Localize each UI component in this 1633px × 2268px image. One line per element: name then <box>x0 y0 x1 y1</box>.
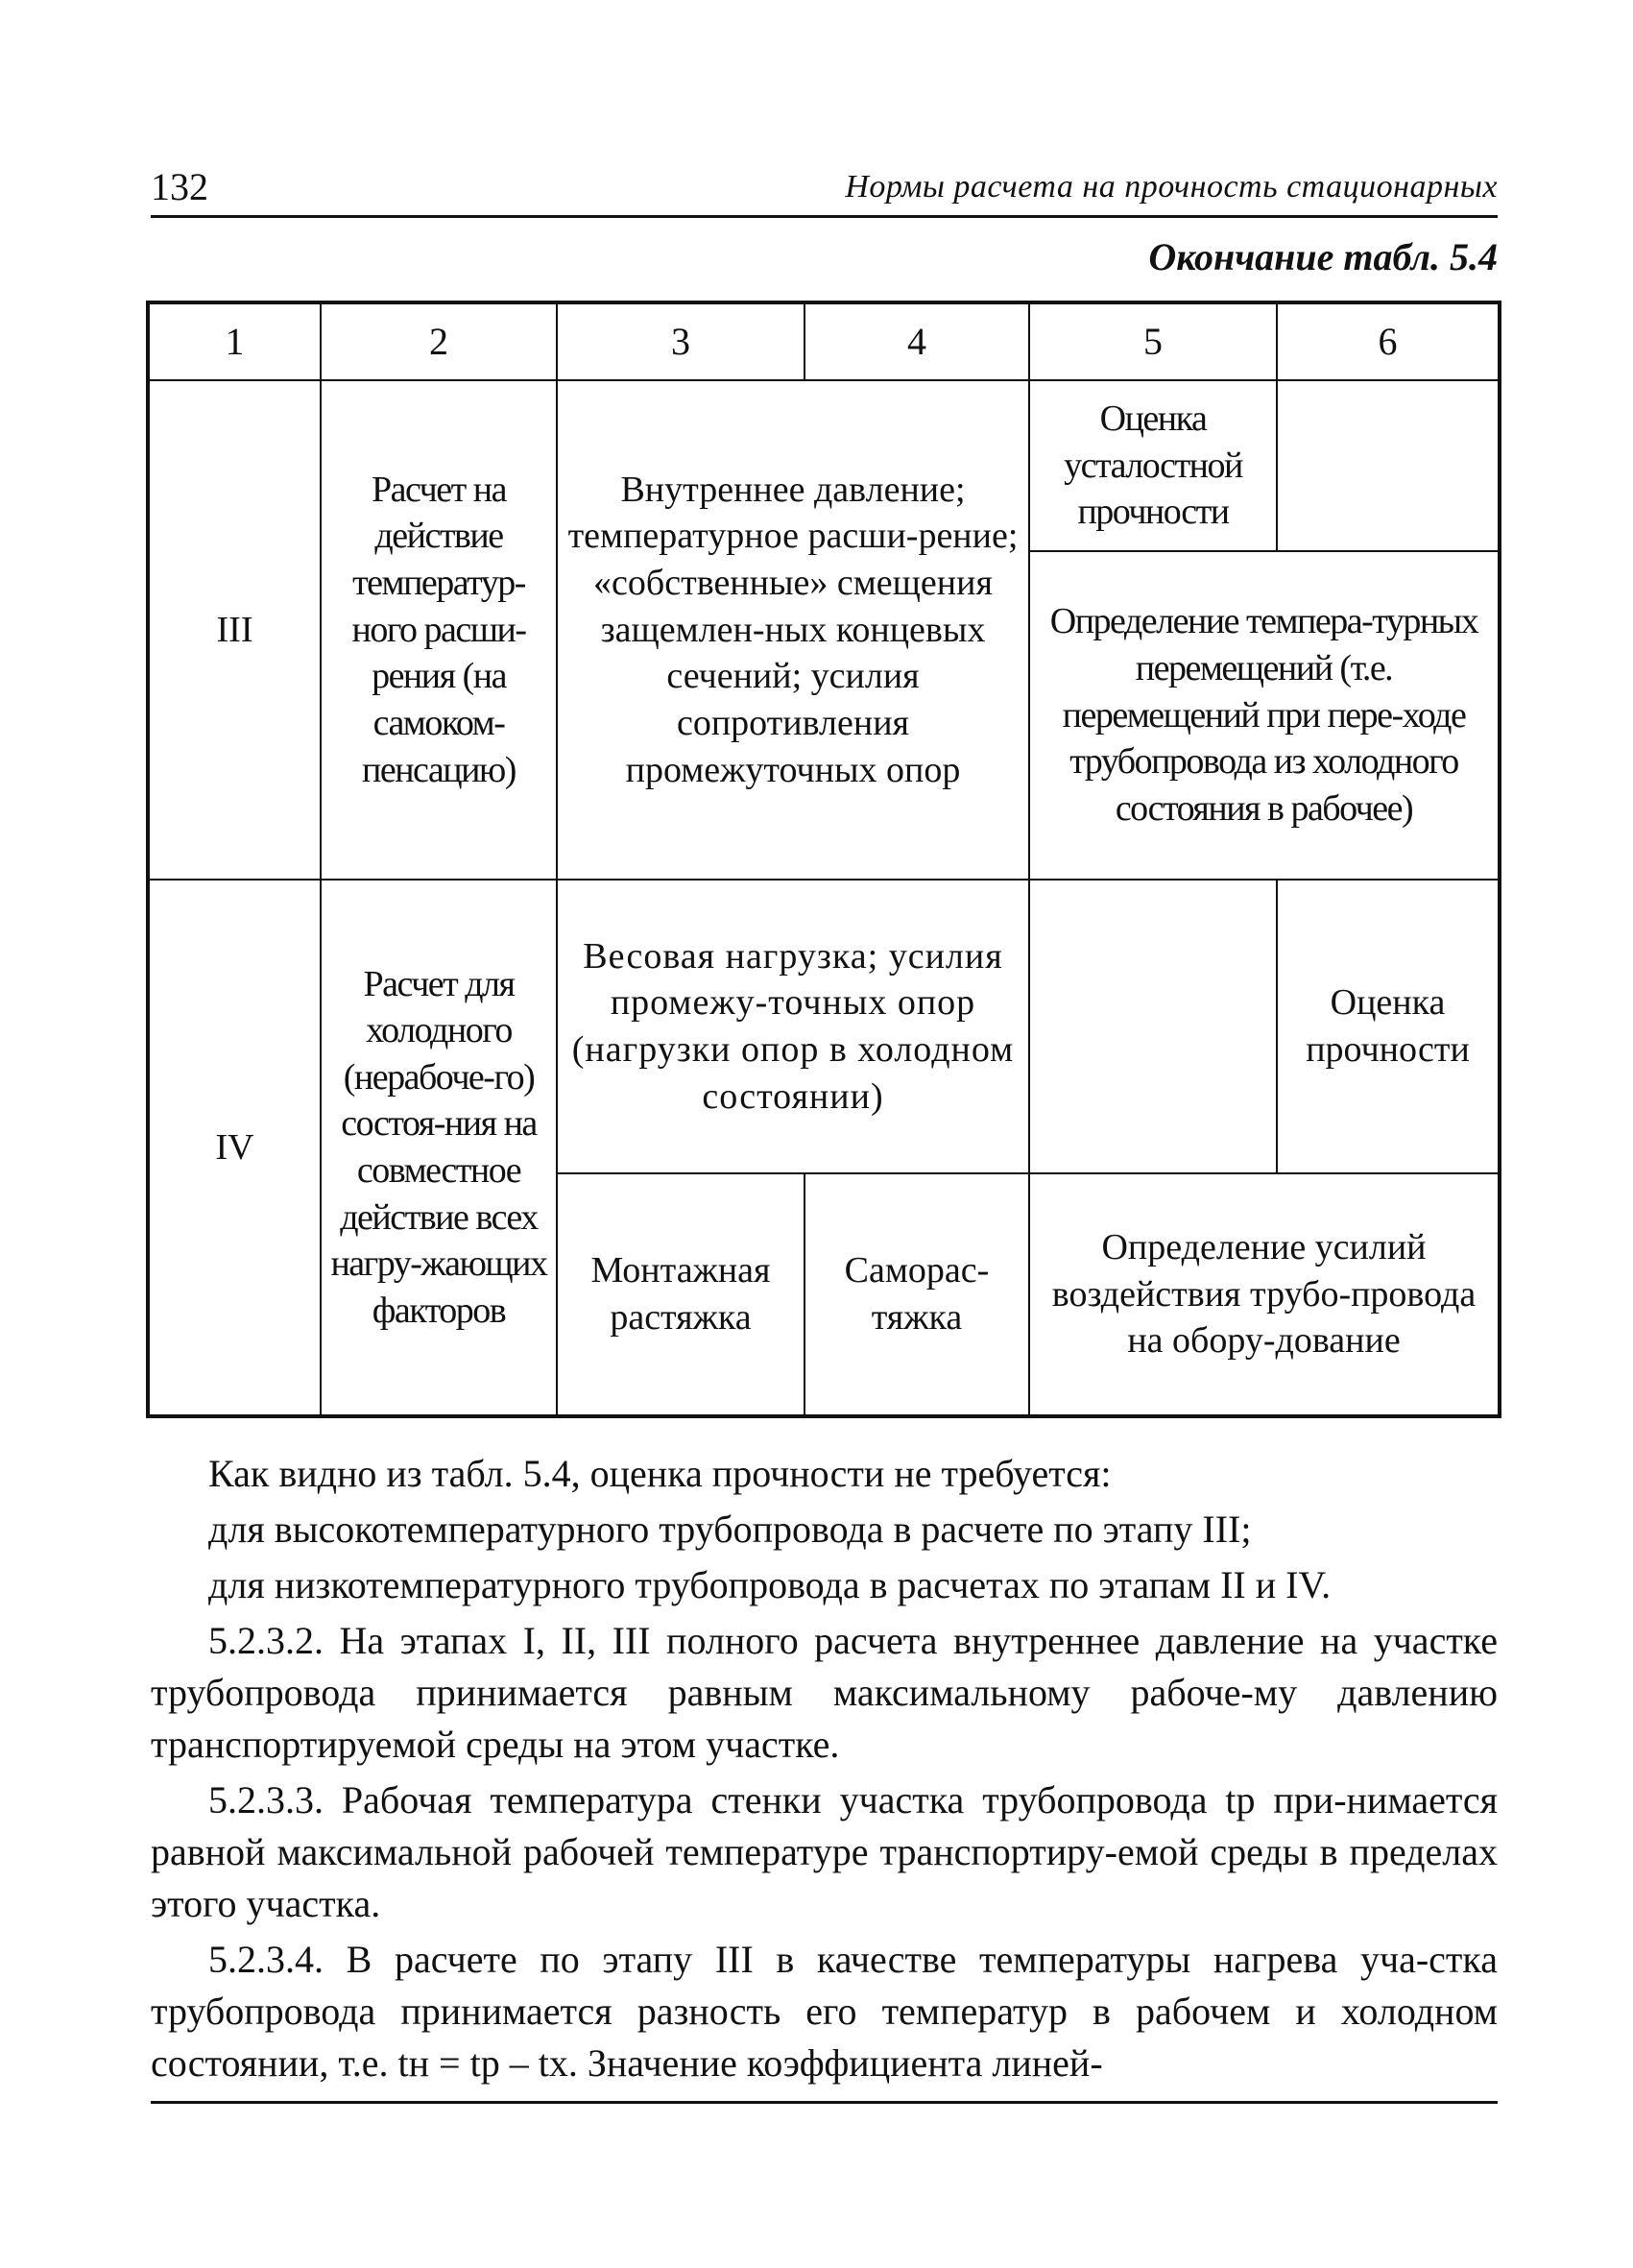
column-header: 2 <box>321 302 557 380</box>
load-subtype-cell: Монтажная растяжка <box>557 1173 804 1416</box>
paragraph: 5.2.3.4. В расчете по этапу III в качестве температуры нагрева уча-стка трубопровода принимается разность его температур в рабочем и холодном состоянии, т.е. tн = tр – tх. Значение коэффициента линей- <box>151 1938 1498 2085</box>
running-title: Нормы расчета на прочность стационарных <box>845 169 1498 205</box>
calc-type-cell: Расчет для холодного (нерабоче-го) состоя-ния на совместное действие всех нагру-жающих факторов <box>321 880 557 1416</box>
loads-cell: Внутреннее давление; температурное расши-рение; «собственные» смещения защемлен-ных концевых сечений; усилия сопротивления промежуточных опор <box>557 380 1029 880</box>
column-header: 1 <box>148 302 321 380</box>
paragraph: для низкотемпературного трубопровода в расчетах по этапам II и IV. <box>208 1563 1332 1606</box>
result-cell: Оценка усталостной прочности <box>1029 380 1277 551</box>
stage-cell: IV <box>148 880 321 1416</box>
table-row <box>148 380 1500 551</box>
load-subtype-cell: Саморас-тяжка <box>804 1173 1029 1416</box>
table-caption: Окончание табл. 5.4 <box>1148 235 1498 278</box>
paragraph: Как видно из табл. 5.4, оценка прочности не требуется: <box>208 1452 1112 1495</box>
column-header: 4 <box>804 302 1029 380</box>
loads-cell: Весовая нагрузка; усилия промежу-точных опор (нагрузки опор в холодном состоянии) <box>557 880 1029 1173</box>
calc-type-cell: Расчет на действие температур-ного расши-рения (на самоком-пенсацию) <box>321 380 557 880</box>
result-cell: Оценка прочности <box>1277 880 1500 1173</box>
paragraph: для высокотемпературного трубопровода в расчете по этапу III; <box>208 1508 1252 1551</box>
result-cell <box>1029 880 1277 1173</box>
column-header: 3 <box>557 302 804 380</box>
result-cell: Определение усилий воздействия трубо-провода на обору-дование <box>1029 1173 1500 1416</box>
page-header <box>151 161 1498 218</box>
paragraph: 5.2.3.3. Рабочая температура стенки участка трубопровода tр при-нимается равной максимальной рабочей температуре транспортиру-емой среды в пределах этого участка. <box>151 1778 1498 1925</box>
table-header-row <box>148 302 1500 380</box>
table-row <box>148 880 1500 1173</box>
column-header: 5 <box>1029 302 1277 380</box>
paragraph: 5.2.3.2. На этапах I, II, III полного расчета внутреннее давление на участке трубопровода принимается равным максимальному рабоче-му давлению транспортируемой среды на этом участке. <box>151 1619 1498 1766</box>
footer-rule <box>151 2101 1498 2104</box>
result-cell <box>1277 380 1500 551</box>
column-header: 6 <box>1277 302 1500 380</box>
result-cell: Определение темпера-турных перемещений (т.е. перемещений при пере-ходе трубопровода из холодного состояния в рабочее) <box>1029 551 1500 880</box>
page-number: 132 <box>151 165 208 208</box>
calculation-stages-table <box>146 301 1501 1418</box>
stage-cell: III <box>148 380 321 880</box>
body-text <box>151 1448 1498 2093</box>
